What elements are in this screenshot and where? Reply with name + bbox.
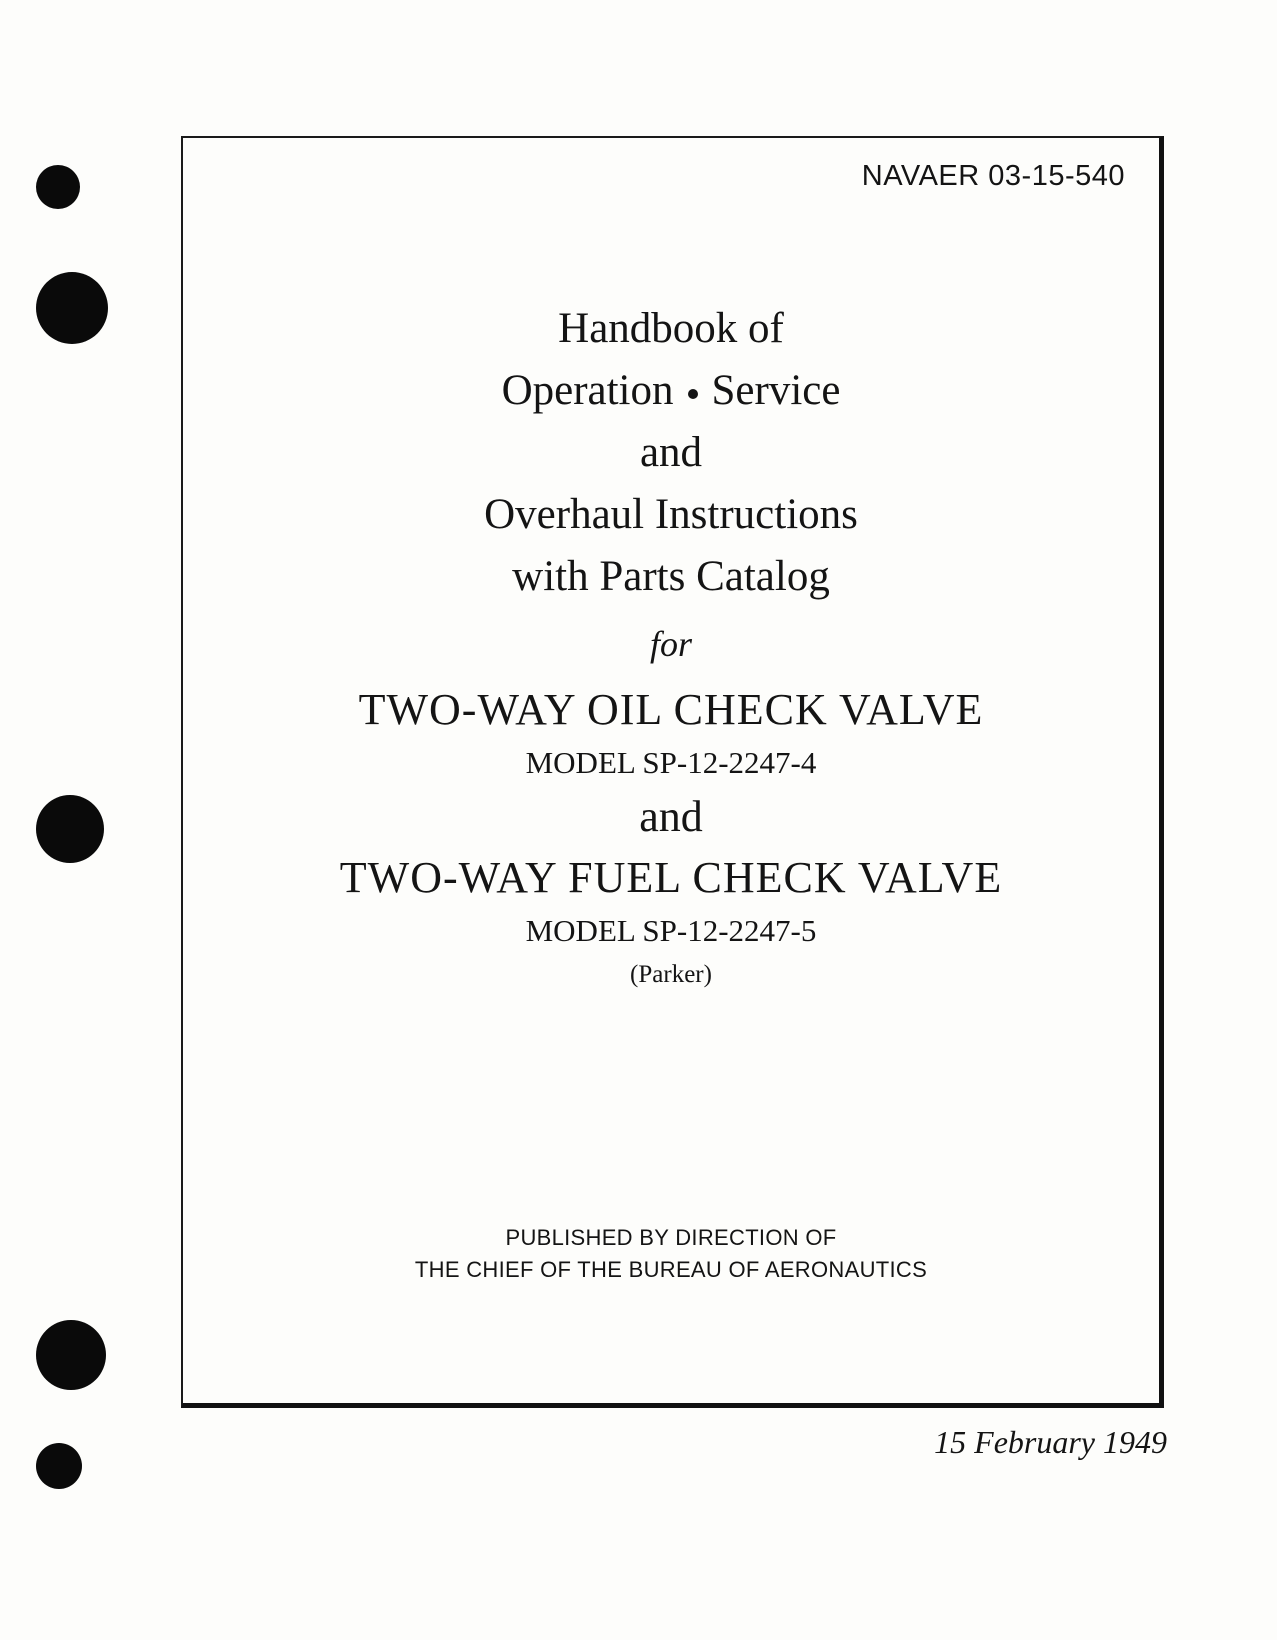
title-line-parts-catalog: with Parts Catalog <box>512 553 830 600</box>
publisher-line-2: THE CHIEF OF THE BUREAU OF AERONAUTICS <box>414 1257 928 1282</box>
manufacturer-name: (Parker) <box>630 961 712 988</box>
model-number-fuel-valve: MODEL SP-12-2247-5 <box>525 913 817 948</box>
title-operation: Operation <box>501 367 674 414</box>
conjunction-and: and <box>639 792 703 841</box>
bullet-separator <box>688 389 698 399</box>
publisher-block <box>183 1222 1159 1286</box>
document-number: NAVAER 03-15-540 <box>861 160 1125 192</box>
title-service: Service <box>711 367 841 414</box>
for-label: for <box>649 624 692 664</box>
product-title-oil-valve: TWO-WAY OIL CHECK VALVE <box>358 685 984 734</box>
title-block <box>183 298 1159 996</box>
model-number-oil-valve: MODEL SP-12-2247-4 <box>525 745 817 780</box>
cover-frame <box>181 136 1164 1408</box>
publication-date: 15 February 1949 <box>934 1424 1167 1460</box>
product-title-fuel-valve: TWO-WAY FUEL CHECK VALVE <box>339 853 1003 902</box>
publisher-line-1: PUBLISHED BY DIRECTION OF <box>505 1225 837 1250</box>
title-line-operation-service <box>183 360 1159 422</box>
punch-hole <box>36 1443 82 1489</box>
punch-hole <box>36 165 80 209</box>
punch-hole <box>36 272 108 344</box>
title-line-and: and <box>639 429 703 476</box>
title-line-handbook: Handbook of <box>558 305 784 352</box>
punch-hole <box>36 795 104 863</box>
title-line-overhaul: Overhaul Instructions <box>484 491 858 538</box>
punch-hole <box>36 1320 106 1390</box>
